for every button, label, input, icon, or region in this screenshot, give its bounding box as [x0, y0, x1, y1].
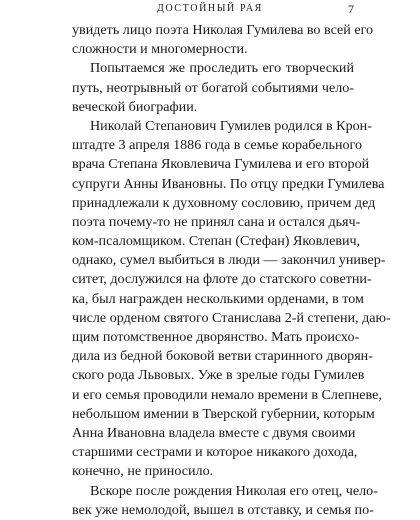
text-line: Вскоре после рождения Николая его отец, чело-	[90, 482, 378, 499]
text-line: щим потомственное дворянство. Мать происхо-	[72, 329, 360, 345]
text-line: поэта почему-то не принял сана и остался дьяч-	[72, 213, 361, 230]
running-title: ДОСТОЙНЫЙ РАЯ	[157, 3, 263, 14]
text-line: ком-псаломщиком. Степан (Стефан) Яковлевич,	[72, 233, 361, 250]
text-line: супруги Анны Ивановны. По отцу предки Гумилева	[72, 175, 385, 192]
text-line: старшими сестрами и которое никакого дохода,	[72, 444, 358, 461]
paragraph	[72, 21, 374, 59]
text-line: и его семья проводили немало времени в Слепневе,	[72, 386, 382, 403]
running-head	[72, 2, 354, 17]
body-text	[72, 21, 391, 520]
text-line: век уже немолодой, вышел в отставку, и семья по-	[72, 501, 374, 518]
text-line: принадлежали к духовному сословию, причем дед	[72, 194, 376, 211]
text-line: небольшом имении в Тверской губернии, которым	[72, 405, 375, 422]
text-line: конечно, не приносило.	[72, 463, 214, 480]
text-line: числе орденом святого Станислава 2-й степени, даю-	[72, 309, 391, 326]
text-line: однако, сумел выбиться в люди — закончил универ-	[72, 252, 386, 269]
text-line: ского рода Львовых. Уже в зрелые годы Гумилев	[72, 367, 365, 384]
paragraph	[72, 482, 378, 520]
text-line: сложности и многомерности.	[72, 41, 248, 58]
text-line: дила из бедной боковой ветви старинного дворян-	[72, 348, 373, 365]
paragraph	[72, 117, 391, 482]
text-line: Анна Ивановна владела вместе с двумя своими	[72, 424, 356, 441]
text-line: увидеть лицо поэта Николая Гумилева во всей его	[72, 22, 374, 38]
text-line: врача Степана Яковлевича Гумилева и его второй	[72, 156, 370, 173]
text-line: штадте 3 апреля 1886 года в семье корабельного	[72, 137, 363, 154]
text-line: путь, неотрывный от богатой событиями чело-	[72, 79, 354, 96]
text-line: Николай Степанович Гумилев родился в Крон-	[90, 117, 372, 134]
text-line: ка, был награжден несколькими орденами, в том	[72, 290, 364, 307]
paragraph	[72, 59, 354, 117]
text-line: веческой биографии.	[72, 98, 198, 115]
text-line: Попытаемся же проследить его творческий	[90, 60, 354, 77]
page-number: 7	[348, 2, 354, 16]
text-line: ситет, дослужился на флоте до статского советни-	[72, 271, 372, 288]
